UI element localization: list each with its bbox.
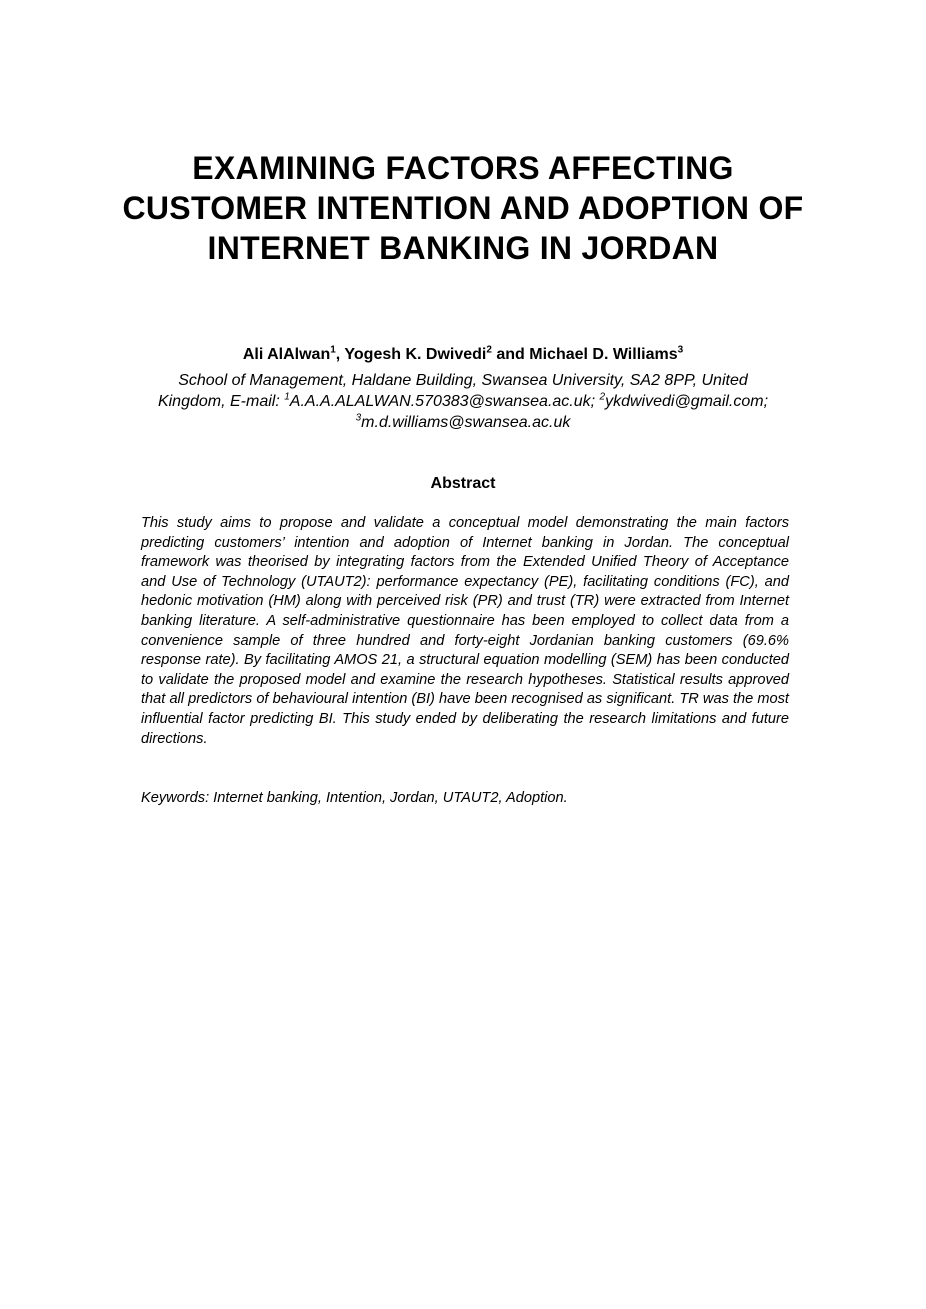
author-mark: 3 [677,344,684,356]
email-mark: 2 [599,391,606,403]
email-address[interactable]: A.A.A.ALALWAN.570383@swansea.ac.uk; [289,393,596,410]
author-mark: 2 [486,344,492,356]
author-mark: 1 [330,344,336,356]
affiliation [150,370,776,433]
keywords-line: Keywords: Internet banking, Intention, Jordan, UTAUT2, Adoption. [141,790,568,806]
abstract-text: This study aims to propose and validate a conceptual model demonstrating the main factors predicting customers’ intention and adoption of Internet banking in Jordan. The conceptual framework was theorised by integrating factors from the Extended Unified Theory of Acceptance and Use of Technology (UTAUT2): performance expectancy (PE), facilitating conditions (FC), and hedonic motivation (HM) along with perceived risk (PR) and trust (TR) were extracted from Internet banking literature. A self-administrative questionnaire has been employed to collect data from a convenience sample of three hundred and forty-eight Jordanian banking customers (69.6% response rate). By facilitating AMOS 21, a structural equation modelling (SEM) has been conducted to validate the proposed model and examine the research hypotheses. Statistical results approved that all predictors of behavioural intention (BI) have been recognised as significant. TR was the most influential factor predicting BI. This study ended by deliberating the research limitations and future directions. [141,515,789,747]
author-name: Yogesh K. Dwivedi [344,346,487,363]
paper-title: EXAMINING FACTORS AFFECTING CUSTOMER INTENTION AND ADOPTION OF INTERNET BANKING IN JORDAN [122,150,804,266]
author-name: Michael D. Williams [529,346,678,363]
email-address[interactable]: ykdwivedi@gmail.com; [605,393,769,410]
affiliation-text: School of Management, Haldane Building, Swansea University, SA2 8PP, United Kingdom, E-mail: [157,372,748,410]
author-name: Ali AlAlwan [242,346,331,363]
email-address[interactable]: m.d.williams@swansea.ac.uk [361,414,571,431]
author-separator: and [491,346,530,363]
abstract-heading: Abstract [430,475,496,492]
email-mark: 3 [355,412,362,424]
author-separator: , [335,346,345,363]
author-list [120,345,806,365]
email-mark: 1 [284,391,290,403]
